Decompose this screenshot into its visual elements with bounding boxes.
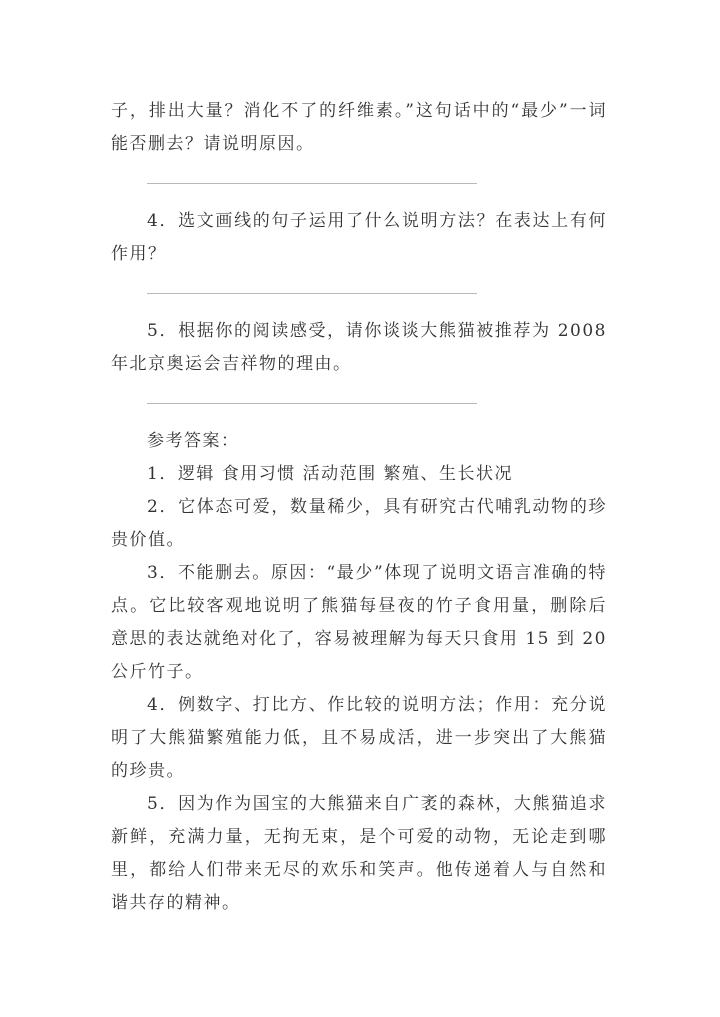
document-page — [111, 95, 607, 920]
answer-4: 4．例数字、打比方、作比较的说明方法；作用：充分说明了大熊猫繁殖能力低，且不易成活，进一步突出了大熊猫的珍贵。 — [111, 695, 607, 781]
answers-heading: 参考答案： — [147, 431, 240, 451]
answer-line-4 — [147, 293, 477, 294]
question-5: 5．根据你的阅读感受，请你谈谈大熊猫被推荐为 2008 年北京奥运会吉祥物的理由。 — [111, 321, 607, 374]
answer-3: 3．不能删去。原因：“最少”体现了说明文语言准确的特点。它比较客观地说明了熊猫每昼夜的竹子食用量，删除后意思的表达就绝对化了，容易被理解为每天只食用 15 到 20 公斤竹子。 — [111, 563, 607, 682]
question-4: 4．选文画线的句子运用了什么说明方法？在表达上有何作用？ — [111, 211, 607, 264]
answer-2: 2．它体态可爱，数量稀少，具有研究古代哺乳动物的珍贵价值。 — [111, 497, 607, 550]
answer-1: 1．逻辑 食用习惯 活动范围 繁殖、生长状况 — [147, 464, 514, 484]
answer-line-5 — [147, 403, 477, 404]
question-3-continuation: 子，排出大量？消化不了的纤维素。”这句话中的“最少”一词能否删去？请说明原因。 — [111, 101, 607, 154]
answer-5: 5．因为作为国宝的大熊猫来自广袤的森林，大熊猫追求新鲜，充满力量，无拘无束，是个可爱的动物，无论走到哪里，都给人们带来无尽的欢乐和笑声。他传递着人与自然和谐共存的精神。 — [111, 794, 607, 913]
answer-line-3 — [147, 183, 477, 184]
